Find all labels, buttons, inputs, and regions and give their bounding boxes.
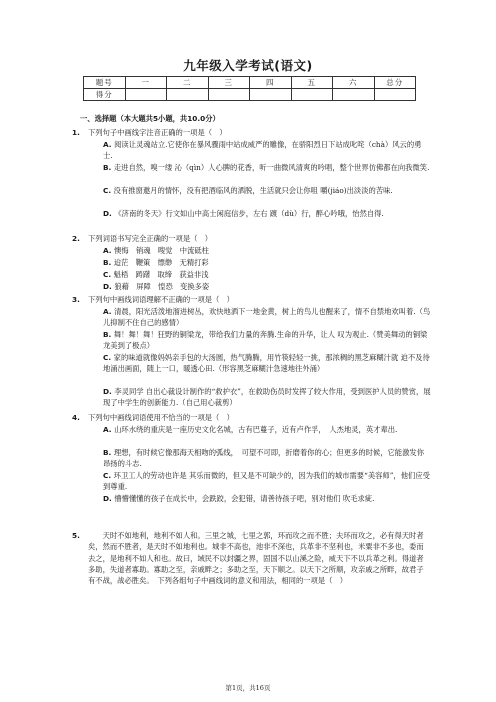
score-blank[interactable] [250,89,292,101]
option[interactable]: C. 没有推窗邀月的情怀，没有把酒临风的洒脱，生活就只会让你咀 嚼(jiáo)出淡淡的苦味. [103,186,393,195]
option-text: 山环水绕的重庆是一座历史文化名城，古有巴蔓子，近有卢作孚， 人杰地灵，英才辈出. [114,425,398,434]
question-text: 下列句中画线词语使用不恰当的一项是（ ） [88,413,234,422]
option[interactable]: B. 舞！舞！舞！狂野的铜梁龙，带给我们力量的奔腾.生命的升华，让人 叹为观止.（赞美舞动的铜梁龙美到了极点） [103,330,428,351]
option[interactable]: B. 迨茫 鞭策 缥缈 无精打彩 [103,258,209,267]
score-cell: 三 [208,77,250,89]
score-blank[interactable] [208,89,250,101]
option-text: 李灵同学 自出心裁设计制作的“救护衣”，在救助伤员时发挥了较大作用，受到医护人员的赞赏，展现了中学生的创新能力.（自己用心裁剪） [103,387,431,408]
option-text: 走进自然，嗅一缕 沁（qìn）人心脾的花香，听一曲微风清爽的吟唱，整个世界仿佛都在向我微笑. [113,163,430,172]
question-number: 4. [72,413,80,422]
question-stem [72,530,428,586]
page-footer: 第1页，共16页 [225,684,271,692]
option[interactable]: A. 清晨，阳光活泼地溜进树丛，欢快地洒下一地金黄，树上的鸟儿也醒来了，情不自禁地欢叫着.（鸟儿抑制不住自己的感情） [103,307,431,328]
option-text: 清晨，阳光活泼地溜进树丛，欢快地洒下一地金黄，树上的鸟儿也醒来了，情不自禁地欢叫着.（鸟儿抑制不住自己的感情） [103,307,431,328]
option-text: 懊悔 销魂 嗖觉 中流砥柱 [114,246,209,255]
option-text: 没有推窗邀月的情怀，没有把酒临风的洒脱，生活就只会让你咀 嚼(jiáo)出淡淡的苦味. [113,186,393,195]
passage-text: 天时不如地利，地利不如人和。三里之城，七里之郭，环而攻之而不胜；夫环而攻之，必有得天时者矣，然而不胜者，是天时不如地利也。城非不高也，池非不深也，兵革非不坚利也，米粟非不多也，委而去之，是地利不如人和也。故曰，域民不以封疆之界，固国不以山溪之险，威天下不以兵革之利。得道者多助，失道者寡助。寡助之至，亲戚畔之；多助之至，天下顺之。以天下之所顺，攻亲戚之所畔，故君子有不战，战必胜矣。 下列各组句子中画线词的意义和用法，相同的一项是（ ） [88,531,424,586]
score-cell: 一 [125,77,167,89]
option[interactable]: A. 山环水绕的重庆是一座历史文化名城，古有巴蔓子，近有卢作孚， 人杰地灵，英才辈出. [103,425,398,434]
option[interactable]: D. 懵懵懂懂的孩子在成长中，会跌跤，会犯错，请善待孩子吧，别对他们 吹毛求疵. [103,494,375,503]
option[interactable]: D. 《济南的冬天》行文如山中高士闲庭信步，左右 踱（dù）行，醉心吟哦，怡然自得. [103,209,384,218]
option[interactable]: C. 魁梧 踌躇 取缔 获益非浅 [103,270,209,279]
option-text: 懵懵懂懂的孩子在成长中，会跌跤，会犯错，请善待孩子吧，别对他们 吹毛求疵. [114,494,375,503]
score-blank[interactable] [374,89,416,101]
option[interactable]: C. 家的味道就像妈妈亲手包的大汤圆，热气腾腾，用竹筷轻轻一挑，那浓稠的黑芝麻糊汁就 迫不及待地涌出画面，随上一口，暖透心田.（形容黑芝麻糊汁急速地往外涌） [103,353,430,374]
option[interactable]: C. 环卫工人的劳动也许是 其乐而微的，但又是不可缺少的，因为我们的城市需要“美容师”，他们应受到尊重. [103,471,430,492]
score-table-header-row [84,77,416,89]
option-text: 理想，有时候它像那海天相吻的弧线， 可望不可即，折磨着你的心；但更多的时候，它能激发你昂扬的斗志. [103,448,424,469]
score-table-score-row [84,89,416,101]
score-cell: 题号 [84,77,126,89]
option[interactable]: D. 李灵同学 自出心裁设计制作的“救护衣”，在救助伤员时发挥了较大作用，受到医护人员的赞赏，展现了中学生的创新能力.（自己用心裁剪） [103,387,431,408]
question-number: 5. [72,531,80,540]
option-text: 《济南的冬天》行文如山中高士闲庭信步，左右 踱（dù）行，醉心吟哦，怡然自得. [114,209,384,218]
score-blank[interactable] [333,89,375,101]
score-cell: 五 [291,77,333,89]
question-number: 3. [72,295,80,304]
option[interactable]: D. 狼藉 屏障 惶恐 变换多姿 [103,282,210,291]
question-stem [72,294,428,305]
section-heading: 一、选择题（本大题共5小题，共10.0分） [80,114,220,123]
option[interactable]: B. 理想，有时候它像那海天相吻的弧线， 可望不可即，折磨着你的心；但更多的时候，它能激发你昂扬的斗志. [103,448,424,469]
score-cell: 总分 [374,77,416,89]
score-blank[interactable] [167,89,209,101]
question-text: 下列词语书写完全正确的一项是（ ） [88,234,213,243]
option-text: 狼藉 屏障 惶恐 变换多姿 [114,282,210,291]
score-cell: 得分 [84,89,126,101]
option-text: 舞！舞！舞！狂野的铜梁龙，带给我们力量的奔腾.生命的升华，让人 叹为观止.（赞美舞动的铜梁龙美到了极点） [103,330,428,351]
question-stem [72,412,428,423]
option[interactable]: B. 走进自然，嗅一缕 沁（qìn）人心脾的花香，听一曲微风清爽的吟唱，整个世界仿佛都在向我微笑. [103,163,430,172]
score-blank[interactable] [125,89,167,101]
question-stem [72,233,428,244]
option-text: 迨茫 鞭策 缥缈 无精打彩 [113,258,209,267]
option-text: 阅读让灵魂站立.它使你在暴风骤雨中站成威严的雕像，在骄阳烈日下站成叱咤（chà）风云的勇士. [103,140,422,161]
score-blank[interactable] [291,89,333,101]
score-cell: 六 [333,77,375,89]
option[interactable]: A. 阅读让灵魂站立.它使你在暴风骤雨中站成威严的雕像，在骄阳烈日下站成叱咤（chà）风云的勇士. [103,140,422,161]
question-text: 下列句子中画线字注音正确的一项是（ ） [88,128,227,137]
option-text: 环卫工人的劳动也许是 其乐而微的，但又是不可缺少的，因为我们的城市需要“美容师”，他们应受到尊重. [103,471,430,492]
score-cell: 四 [250,77,292,89]
question-stem [72,127,428,138]
score-table [83,76,416,101]
question-number: 1. [72,128,80,137]
page-title: 九年级入学考试(语文) [183,58,313,73]
question-number: 2. [72,234,80,243]
option-text: 魁梧 踌躇 取缔 获益非浅 [113,270,209,279]
question-text: 下列句中画线词语理解不正确的一项是（ ） [88,295,234,304]
option[interactable]: A. 懊悔 销魂 嗖觉 中流砥柱 [103,246,209,255]
score-cell: 二 [167,77,209,89]
option-text: 家的味道就像妈妈亲手包的大汤圆，热气腾腾，用竹筷轻轻一挑，那浓稠的黑芝麻糊汁就 迫不及待地涌出画面，随上一口，暖透心田.（形容黑芝麻糊汁急速地往外涌） [103,353,430,374]
